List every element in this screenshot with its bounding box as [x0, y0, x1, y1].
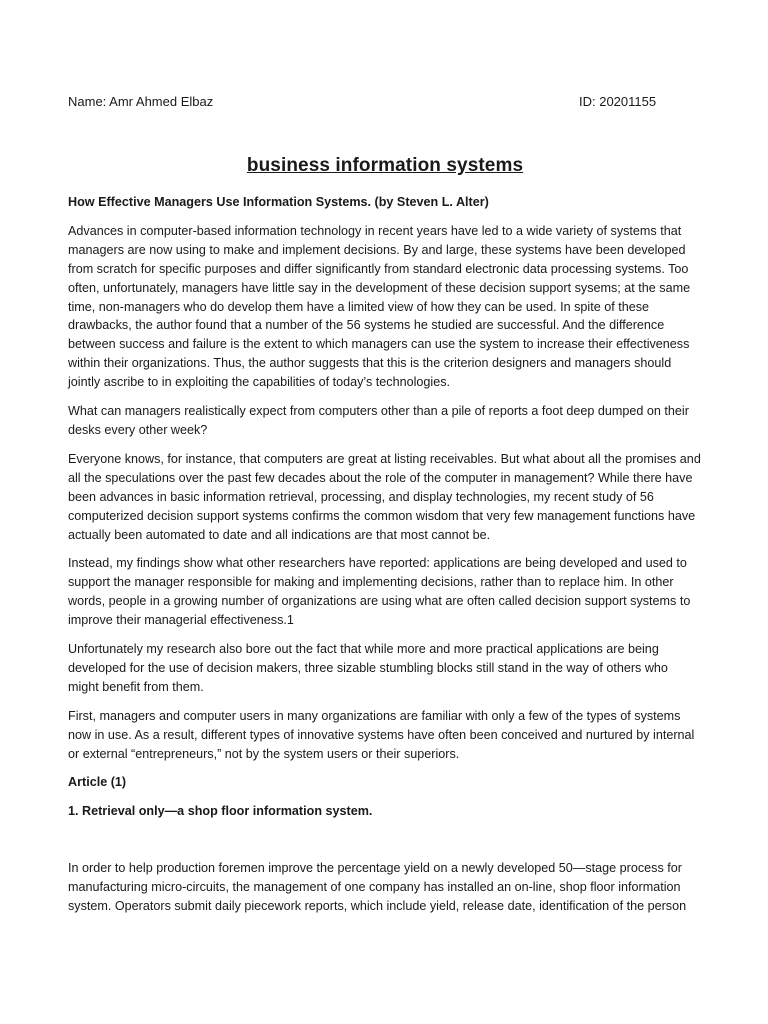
- paragraph-1: Advances in computer-based information technology in recent years have led to a wide variety of systems that managers are now using to make and implement decisions. By and large, these systems have been developed from scratch for specific purposes and differ significantly from standard electronic data processing systems. Too often, unfortunately, managers have little say in the development of these decision support sysems; at the same time, non-managers who do develop them have a limited view of how they can be used. In spite of these drawbacks, the author found that a number of the 56 systems he studied are successful. And the difference between success and failure is the extent to which managers can use the system to increase their effectiveness within their organizations. Thus, the author suggests that this is the criterion designers and managers should jointly ascribe to in exploiting the capabilities of today’s technologies.: [68, 223, 691, 390]
- spacer: [68, 831, 702, 859]
- document-title: business information systems: [246, 155, 524, 176]
- final-paragraph: In order to help production foremen improve the percentage yield on a newly developed 50—stage process for manufacturing micro-circuits, the management of one company has installed an on-line, shop floor information system. Operators submit daily piecework reports, which include yield, release date, identification of the person: [68, 861, 687, 914]
- paragraph-6: First, managers and computer users in many organizations are familiar with only a few of the types of systems now in use. As a result, different types of innovative systems have often been conceived and nurtured by internal or external “entrepreneurs,” not by the system users or their superiors.: [68, 708, 695, 761]
- article-subtitle: How Effective Managers Use Information Systems. (by Steven L. Alter): [68, 195, 489, 209]
- student-id: ID: 20201155: [579, 94, 657, 109]
- student-name: Name: Amr Ahmed Elbaz: [68, 94, 214, 109]
- paragraph-5: Unfortunately my research also bore out the fact that while more and more practical applications are being developed for the use of decision makers, three sizable stumbling blocks still stand in the way of others who might benefit from them.: [68, 642, 668, 694]
- article-heading: Article (1): [68, 775, 127, 790]
- document-body: [68, 193, 702, 926]
- paragraph-2: What can managers realistically expect from computers other than a pile of reports a foot deep dumped on their desks every other week?: [68, 404, 689, 437]
- paragraph-4: Instead, my findings show what other researchers have reported: applications are being developed and used to support the manager responsible for making and implementing decisions, rather than to replace him. In other words, people in a growing number of organizations are using what are often called decision support systems to improve their managerial effectiveness.1: [68, 556, 691, 628]
- paragraph-3: Everyone knows, for instance, that computers are great at listing receivables. But what about all the promises and all the speculations over the past few decades about the role of the computer in management? While there have been advances in basic information retrieval, processing, and display technologies, my recent study of 56 computerized decision support systems confirms the common wisdom that very few management functions have actually been automated to date and all indications are that most cannot be.: [68, 451, 701, 542]
- section-heading: 1. Retrieval only—a shop floor information system.: [68, 804, 373, 819]
